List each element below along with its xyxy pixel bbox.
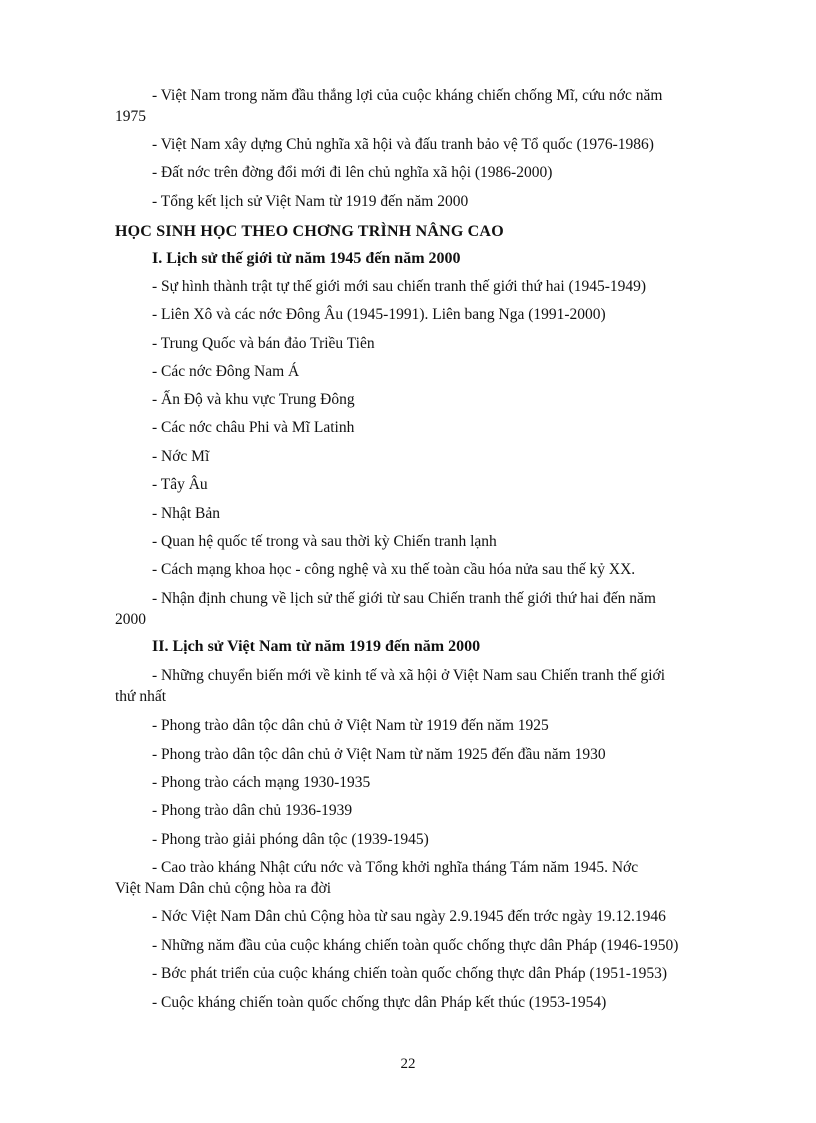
list-item: - Phong trào dân chủ 1936-1939: [152, 802, 353, 819]
list-item: - Trung Quốc và bán đảo Triều Tiên: [152, 335, 375, 352]
list-item: - Những năm đầu của cuộc kháng chiến toàn quốc chống thực dân Pháp (1946-1950): [152, 937, 679, 954]
list-item: - Cuộc kháng chiến toàn quốc chống thực dân Pháp kết thúc (1953-1954): [152, 994, 607, 1011]
list-item: - Các nớc Đông Nam Á: [152, 363, 300, 380]
list-item: - Bớc phát triển của cuộc kháng chiến toàn quốc chống thực dân Pháp (1951-1953): [152, 965, 668, 982]
list-item: - Phong trào giải phóng dân tộc (1939-1945): [152, 831, 429, 848]
page-number: 22: [400, 1056, 416, 1072]
list-item: - Các nớc châu Phi và Mĩ Latinh: [152, 419, 355, 436]
list-item: - Tây Âu: [152, 476, 208, 493]
intro-item: - Tổng kết lịch sử Việt Nam từ 1919 đến năm 2000: [152, 193, 469, 210]
list-item: - Phong trào dân tộc dân chủ ở Việt Nam từ năm 1925 đến đầu năm 1930: [152, 746, 606, 763]
list-item: - Sự hình thành trật tự thế giới mới sau chiến tranh thế giới thứ hai (1945-1949): [152, 278, 647, 295]
list-item: - Quan hệ quốc tế trong và sau thời kỳ Chiến tranh lạnh: [152, 533, 497, 550]
list-item: - Nớc Mĩ: [152, 448, 210, 465]
list-item: - Phong trào cách mạng 1930-1935: [152, 774, 371, 791]
vietnam-history-title: II. Lịch sử Việt Nam từ năm 1919 đến năm 2000: [152, 638, 481, 655]
list-item-continuation: 2000: [115, 611, 146, 628]
world-history-title: I. Lịch sử thế giới từ năm 1945 đến năm 2000: [152, 250, 461, 267]
list-item-continuation: Việt Nam Dân chủ cộng hòa ra đời: [115, 880, 332, 897]
intro-item: - Đất nớc trên đờng đổi mới đi lên chủ nghĩa xã hội (1986-2000): [152, 164, 553, 181]
list-item: - Nớc Việt Nam Dân chủ Cộng hòa từ sau ngày 2.9.1945 đến trớc ngày 19.12.1946: [152, 908, 666, 925]
advanced-program-heading: HỌC SINH HỌC THEO CHƠNG TRÌNH NÂNG CAO: [115, 223, 504, 240]
list-item-continuation: thứ nhất: [115, 688, 167, 705]
intro-item: - Việt Nam trong năm đầu thắng lợi của cuộc kháng chiến chống Mĩ, cứu nớc năm: [152, 87, 663, 104]
list-item: - Cách mạng khoa học - công nghệ và xu thế toàn cầu hóa nửa sau thế kỷ XX.: [152, 561, 636, 578]
list-item: - Những chuyển biến mới về kinh tế và xã hội ở Việt Nam sau Chiến tranh thế giới: [152, 667, 666, 684]
list-item: - Cao trào kháng Nhật cứu nớc và Tổng khởi nghĩa tháng Tám năm 1945. Nớc: [152, 859, 639, 876]
list-item: - Nhật Bản: [152, 505, 221, 522]
list-item: - Liên Xô và các nớc Đông Âu (1945-1991). Liên bang Nga (1991-2000): [152, 306, 606, 323]
intro-item: - Việt Nam xây dựng Chủ nghĩa xã hội và đấu tranh bảo vệ Tổ quốc (1976-1986): [152, 136, 654, 153]
list-item: - Phong trào dân tộc dân chủ ở Việt Nam từ 1919 đến năm 1925: [152, 717, 549, 734]
list-item: - Nhận định chung về lịch sử thế giới từ sau Chiến tranh thế giới thứ hai đến năm: [152, 590, 656, 607]
list-item: - Ấn Độ và khu vực Trung Đông: [152, 391, 355, 408]
intro-item-continuation: 1975: [115, 108, 146, 125]
